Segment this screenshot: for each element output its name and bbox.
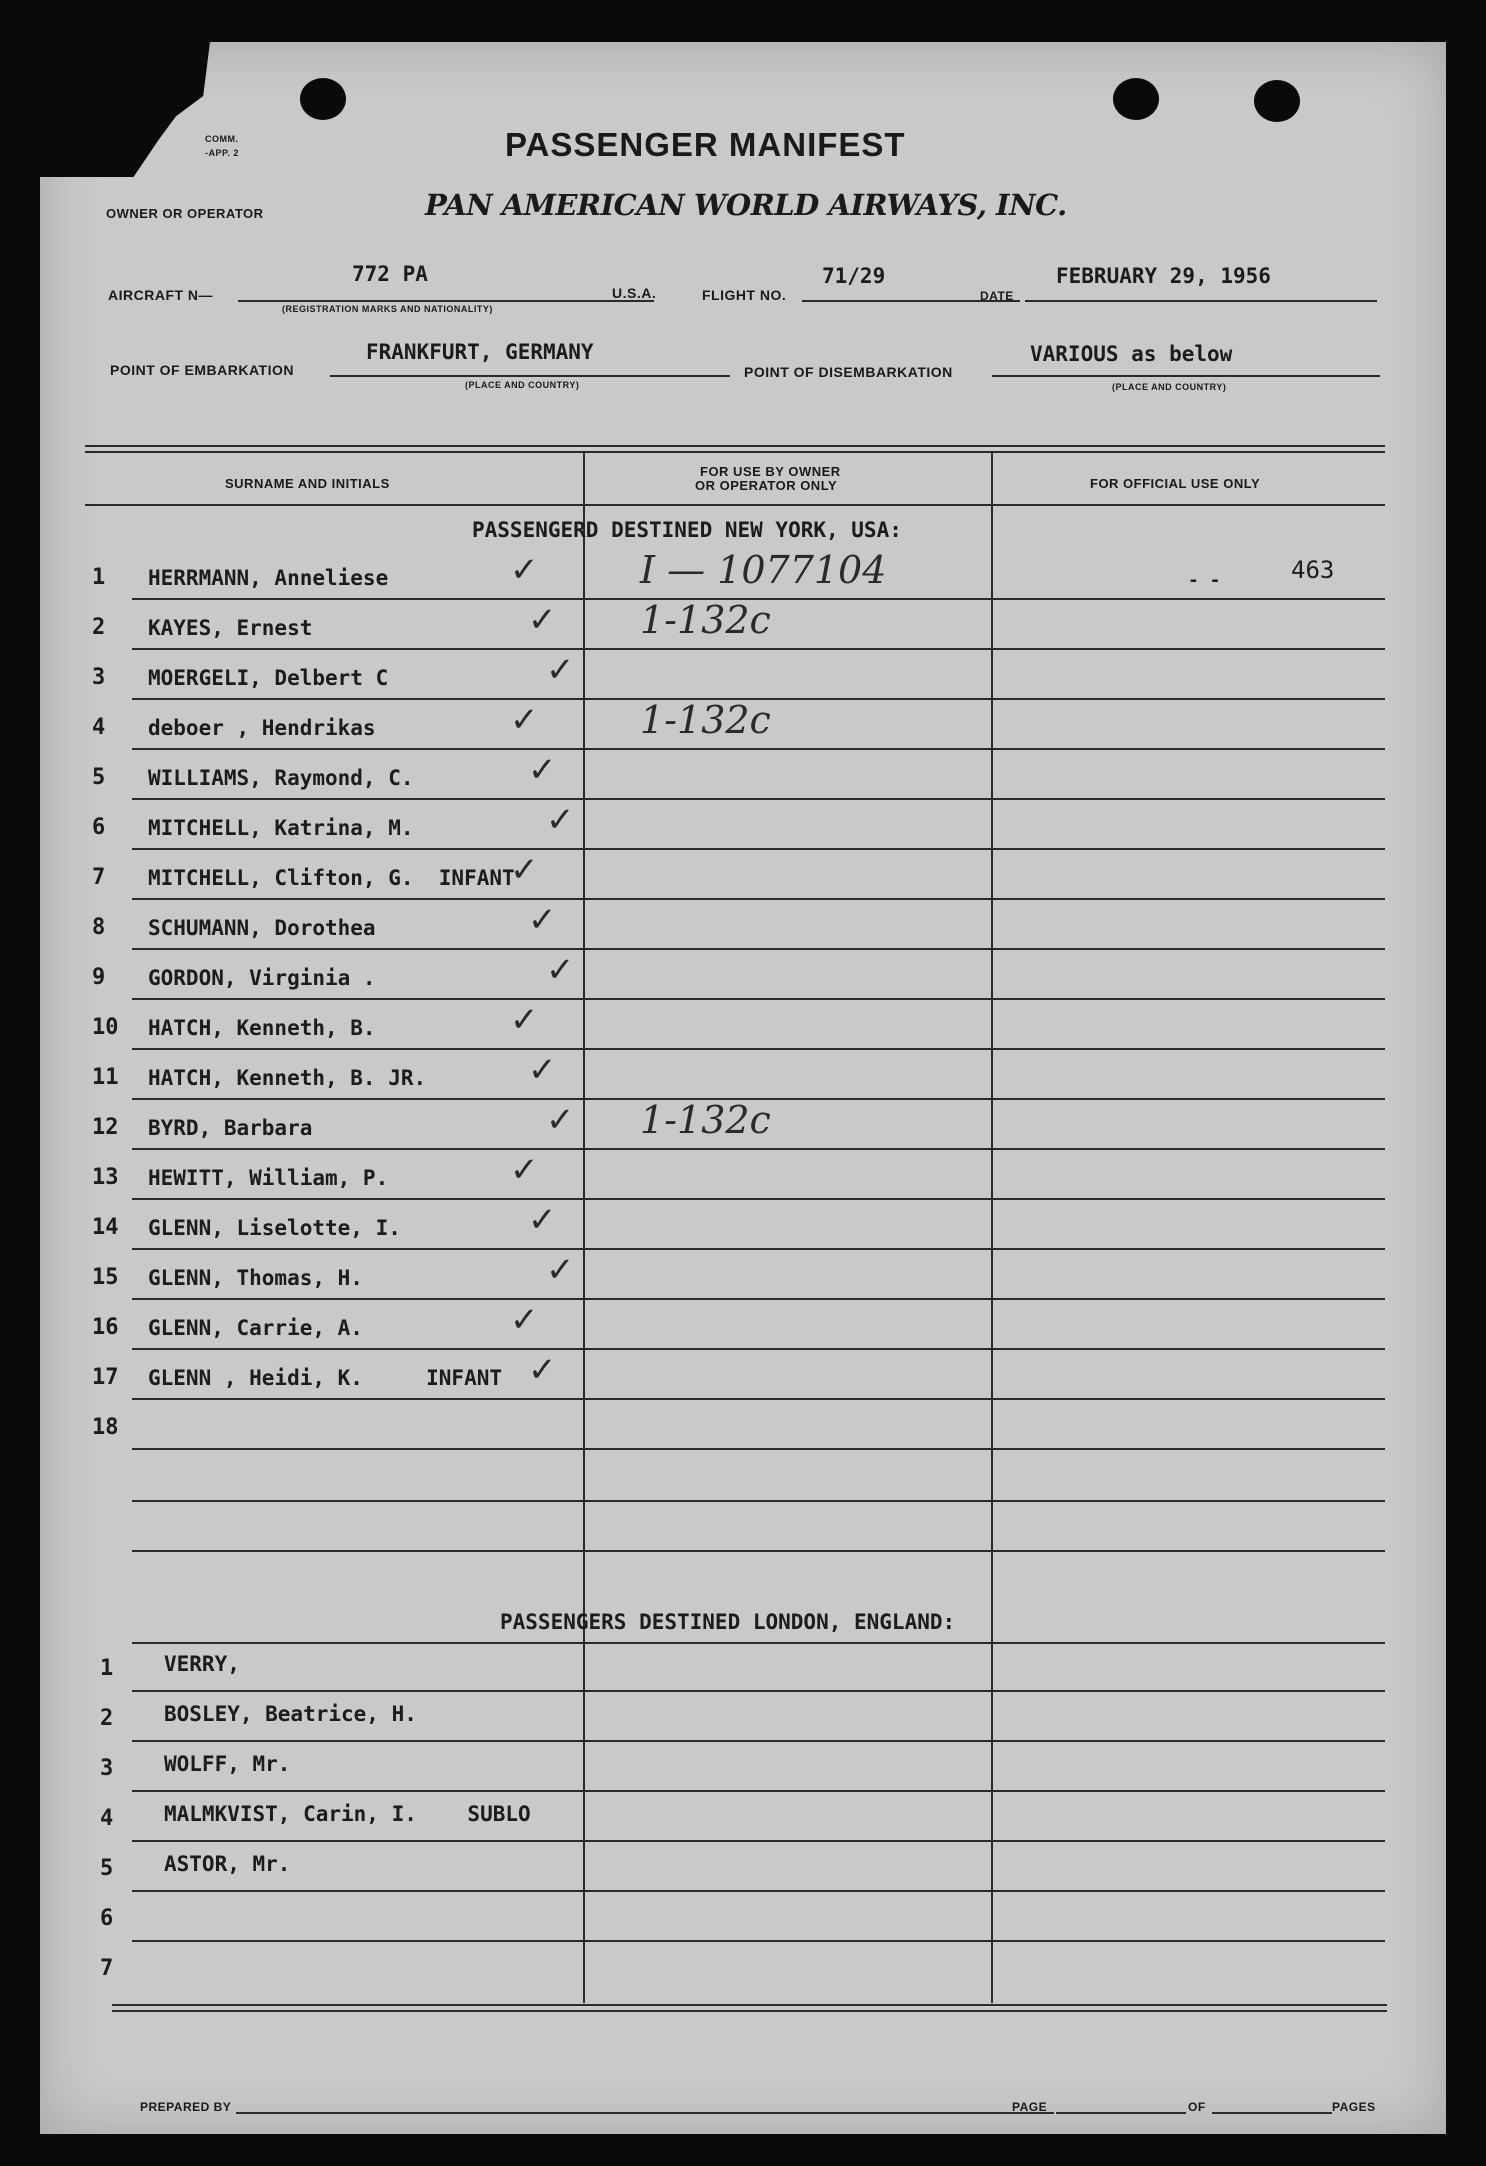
checkmark-icon: ✓ — [528, 600, 557, 640]
handwritten-note: I — 1077104 — [640, 548, 887, 592]
row-number: 17 — [92, 1365, 119, 1390]
row-rule — [132, 1740, 1385, 1742]
disembark-value: VARIOUS as below — [1030, 342, 1233, 366]
row-number: 11 — [92, 1065, 119, 1090]
row-number: 4 — [100, 1806, 114, 1831]
row-rule — [132, 1690, 1385, 1692]
prepared-line — [236, 2112, 1054, 2114]
row-rule — [132, 1840, 1385, 1842]
punch-hole — [1113, 78, 1159, 120]
row-number: 14 — [92, 1215, 119, 1240]
row-number: 5 — [100, 1856, 114, 1881]
checkmark-icon: ✓ — [546, 950, 575, 990]
row-rule — [132, 1048, 1385, 1050]
owner-column-header: FOR USE BY OWNER — [700, 464, 841, 479]
row-rule — [132, 1890, 1385, 1892]
manifest-page — [40, 42, 1446, 2134]
row-rule — [132, 998, 1385, 1000]
embark-value: FRANKFURT, GERMANY — [366, 340, 594, 364]
row-rule — [132, 898, 1385, 900]
checkmark-icon: ✓ — [510, 550, 539, 590]
row-number: 1 — [100, 1656, 114, 1681]
section-heading-london: PASSENGERS DESTINED LONDON, ENGLAND: — [500, 1610, 956, 1634]
row-number: 2 — [92, 615, 106, 640]
embark-note: (PLACE AND COUNTRY) — [465, 380, 580, 390]
usa-label: U.S.A. — [612, 285, 657, 301]
header-rule — [85, 504, 1385, 506]
passenger-name: GLENN, Carrie, A. — [148, 1316, 363, 1340]
punch-hole — [300, 78, 346, 120]
passenger-name: GLENN , Heidi, K. INFANT — [148, 1366, 503, 1390]
row-rule — [132, 798, 1385, 800]
company-name: PAN AMERICAN WORLD AIRWAYS, INC. — [425, 188, 1067, 222]
checkmark-icon: ✓ — [528, 1200, 557, 1240]
section-heading-newyork: PASSENGERD DESTINED NEW YORK, USA: — [472, 518, 902, 542]
checkmark-icon: ✓ — [546, 650, 575, 690]
row-number: 6 — [92, 815, 106, 840]
row-number: 18 — [92, 1415, 119, 1440]
flight-value: 71/29 — [822, 264, 886, 288]
passenger-name: HERRMANN, Anneliese — [148, 566, 389, 590]
row-rule — [132, 1550, 1385, 1552]
aircraft-label: AIRCRAFT N— — [108, 287, 214, 303]
passenger-name: SCHUMANN, Dorothea — [148, 916, 376, 940]
aircraft-underline — [238, 300, 654, 302]
table-top-rule — [85, 451, 1385, 453]
row-rule — [132, 1940, 1385, 1942]
table-top-rule — [85, 445, 1385, 447]
row-rule — [132, 748, 1385, 750]
row-number: 9 — [92, 965, 106, 990]
page-label: PAGE — [1012, 2100, 1048, 2114]
row-number: 10 — [92, 1015, 119, 1040]
row-number: 13 — [92, 1165, 119, 1190]
disembark-note: (PLACE AND COUNTRY) — [1112, 382, 1227, 392]
checkmark-icon: ✓ — [528, 750, 557, 790]
registration-note: (REGISTRATION MARKS AND NATIONALITY) — [282, 304, 493, 314]
row-rule — [132, 1248, 1385, 1250]
disembark-underline — [992, 375, 1380, 377]
checkmark-icon: ✓ — [510, 1150, 539, 1190]
passenger-name: GLENN, Thomas, H. — [148, 1266, 363, 1290]
row-number: 2 — [100, 1706, 114, 1731]
embark-label: POINT OF EMBARKATION — [110, 362, 294, 378]
form-ref: -APP. 2 — [205, 148, 239, 158]
handwritten-note: 1-132c — [640, 1098, 771, 1142]
row-rule — [132, 1398, 1385, 1400]
passenger-name: ASTOR, Mr. — [164, 1852, 291, 1876]
checkmark-icon: ✓ — [546, 1100, 575, 1140]
row-rule — [132, 648, 1385, 650]
official-column-header: FOR OFFICIAL USE ONLY — [1090, 476, 1261, 491]
checkmark-icon: ✓ — [528, 1050, 557, 1090]
row-number: 3 — [100, 1756, 114, 1781]
row-rule — [132, 1298, 1385, 1300]
checkmark-icon: ✓ — [528, 1350, 557, 1390]
row-rule — [132, 1198, 1385, 1200]
date-value: FEBRUARY 29, 1956 — [1056, 264, 1271, 288]
column-divider — [583, 453, 585, 2003]
passenger-name: MOERGELI, Delbert C — [148, 666, 389, 690]
passenger-name: HATCH, Kenneth, B. — [148, 1016, 376, 1040]
embark-underline — [330, 375, 730, 377]
row-number: 6 — [100, 1906, 114, 1931]
row-number: 15 — [92, 1265, 119, 1290]
owner-column-header: OR OPERATOR ONLY — [695, 478, 838, 493]
page-line — [1056, 2112, 1186, 2114]
handwritten-note: 1-132c — [640, 698, 771, 742]
disembark-label: POINT OF DISEMBARKATION — [744, 364, 953, 380]
passenger-name: GORDON, Virginia . — [148, 966, 376, 990]
passenger-name: MITCHELL, Katrina, M. — [148, 816, 414, 840]
passenger-name: BYRD, Barbara — [148, 1116, 313, 1140]
passenger-name: HATCH, Kenneth, B. JR. — [148, 1066, 427, 1090]
row-number: 4 — [92, 715, 106, 740]
of-line — [1212, 2112, 1332, 2114]
row-rule — [132, 1148, 1385, 1150]
passenger-name: WOLFF, Mr. — [164, 1752, 291, 1776]
punch-hole — [1254, 80, 1300, 122]
official-mark: - - — [1188, 570, 1221, 591]
owner-label: OWNER OR OPERATOR — [106, 206, 264, 221]
passenger-name: MALMKVIST, Carin, I. SUBLO — [164, 1802, 531, 1826]
row-rule — [132, 1448, 1385, 1450]
official-number: 463 — [1291, 556, 1335, 584]
page-title: PASSENGER MANIFEST — [505, 126, 906, 163]
row-number: 16 — [92, 1315, 119, 1340]
checkmark-icon: ✓ — [546, 1250, 575, 1290]
row-number: 12 — [92, 1115, 119, 1140]
row-rule — [132, 1348, 1385, 1350]
row-rule — [132, 948, 1385, 950]
column-divider — [991, 453, 993, 2003]
date-underline — [1025, 300, 1377, 302]
table-bottom-rule — [112, 2010, 1387, 2012]
row-number: 8 — [92, 915, 106, 940]
passenger-name: deboer , Hendrikas — [148, 716, 376, 740]
table-bottom-rule — [112, 2004, 1387, 2006]
date-label: DATE — [980, 289, 1014, 303]
row-number: 3 — [92, 665, 106, 690]
checkmark-icon: ✓ — [510, 700, 539, 740]
row-rule — [132, 848, 1385, 850]
prepared-label: PREPARED BY — [140, 2100, 232, 2114]
row-rule — [132, 1642, 1385, 1644]
row-number: 1 — [92, 565, 106, 590]
row-number: 7 — [100, 1956, 114, 1981]
passenger-name: MITCHELL, Clifton, G. INFANT — [148, 866, 515, 890]
passenger-name: HEWITT, William, P. — [148, 1166, 389, 1190]
row-rule — [132, 1500, 1385, 1502]
checkmark-icon: ✓ — [546, 800, 575, 840]
checkmark-icon: ✓ — [510, 1000, 539, 1040]
flight-label: FLIGHT NO. — [702, 287, 787, 303]
name-column-header: SURNAME AND INITIALS — [225, 476, 390, 491]
pages-label: PAGES — [1332, 2100, 1376, 2114]
checkmark-icon: ✓ — [528, 900, 557, 940]
row-number: 7 — [92, 865, 106, 890]
passenger-name: WILLIAMS, Raymond, C. — [148, 766, 414, 790]
of-label: OF — [1188, 2100, 1206, 2114]
torn-corner — [40, 42, 210, 177]
row-number: 5 — [92, 765, 106, 790]
passenger-name: BOSLEY, Beatrice, H. — [164, 1702, 417, 1726]
form-ref: COMM. — [205, 134, 239, 144]
aircraft-value: 772 PA — [352, 262, 428, 286]
checkmark-icon: ✓ — [510, 850, 539, 890]
checkmark-icon: ✓ — [510, 1300, 539, 1340]
passenger-name: GLENN, Liselotte, I. — [148, 1216, 401, 1240]
row-rule — [132, 1790, 1385, 1792]
passenger-name: VERRY, — [164, 1652, 240, 1676]
handwritten-note: 1-132c — [640, 598, 771, 642]
passenger-name: KAYES, Ernest — [148, 616, 313, 640]
